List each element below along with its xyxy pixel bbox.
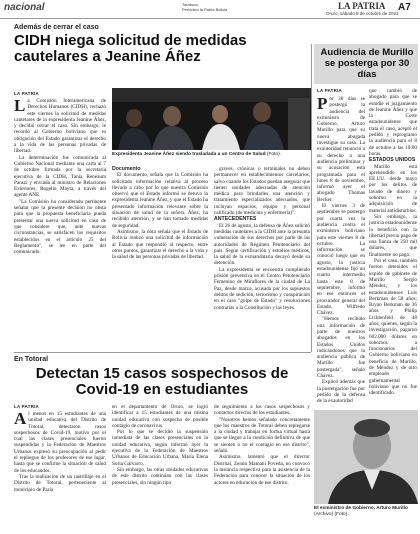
subhead-antecedentes: ANTECEDENTES xyxy=(214,216,257,223)
story2-column-3: de seguimiento a los casos sospechosos y contactos directos de los estudiantes. "Nosotros hemos señalado concretamente que los maestros de Totoral deben replegarse a la ciudad y trabajar en forma virtual hasta que se llegue a la condición definitiva de que se sienten o no el contagio en ese distrito", señaló. Asimismo, lamentó que el director Distrital, Zenón Mamani Poveda, no convocó la instancia respectiva para la asistencia de la Federación para conocer la situación de los actores en educación de ese distrito. xyxy=(214,404,310,486)
sidebar-column-2: que cambió de abogado para que se estudie el juzgamiento de Jeanine Áñez y que la Corte estadounidense que trata el caso, aceptó el pedido y reprogramó la audiencia para el 8 de octubre a las 10:00 horas. ESTADOS UNIDOS Murillo está aprehendido en los EE.UU. desde mayo por los delitos de lavado de dinero y soborno en la adquisición de material antidisturbios. Sin embargo, la justicia estadounidense lo benefició con la libertad previo pago de una fianza de 250 mil dólares, que finalmente no pagó. Por el caso, también fueron detenidos el expide de gabinete de Murillo Sergio Méndez, y los estadounidenses Luis Berkman de 58 años; Bryan Berkman de 36 años y Philip Lichtenfeld de 48 años, quienes, según la investigación, pagaron 602.000 dólares en sobornos a funcionarios del Gobierno boliviano en beneficio de Murillo, de Méndez y de otro empleado gubernamental boliviano que no fue identificado. xyxy=(369,88,417,397)
story1-kicker: Además de cerrar el caso xyxy=(14,24,99,31)
header-tagline: Tarabuco Periódico la Patria Bolivia xyxy=(182,2,228,12)
story2-column-1: Al menos en 15 estudiantes de una unidad educativa del Distrito de Totoral, detectaron casos sospechosos de Covid-19, motivo por el cual las clases presenciales fueron suspendidas y la Federación de Maestros Urbanos expresó su preocupación al pedir el repliegue de los profesores de ese lugar, hasta que se confirme la situación de salud de los educandos. Tras la realización de un rastrillaje en el Distrito de Totoral, perteneciente al municipio de Paria xyxy=(14,409,106,493)
sidebar-byline: LA PATRIA xyxy=(317,88,342,93)
story1-column-3: graves, crónicas o terminales no deben permanecer en establecimientos carcelarios, salvo cuando los Estados puedan asegurar que tienen unidades adecuadas de atención médica para brindarles una atención y tratamiento especializados adecuados, que incluyan espacios, equipo y personal calificado (de medicina y enfermería)". ANTECEDENTES El 26 de agosto, la defensa de Áñez solicitó medidas cautelares a la CIDH ante la presunta vulneración de sus derechos por parte de las autoridades de Régimen Penitenciario del país. Según certificación y estudios médicos, la salud de la exmandataria decayó desde su detención. La expresidenta se encuentra cumpliendo prisión preventiva en el Centro Penitenciario Femenino de Miraflores de la ciudad de La Paz, desde marzo, acusada por los supuestos delitos de sedición, terrorismo y conspiración en el caso "golpe de Estado" y resoluciones contrarias a la Constitución y las leyes. xyxy=(214,166,310,311)
sidebar-photo xyxy=(314,410,418,504)
page-header xyxy=(0,0,420,19)
dropcap: A xyxy=(14,409,27,428)
sidebar-headline-box xyxy=(314,44,418,84)
edition-date: Oruro, sábado 9 de octubre de 2021 xyxy=(326,11,399,16)
column-divider xyxy=(311,44,312,352)
story1-photo xyxy=(112,88,312,150)
story2-byline: LA PATRIA xyxy=(14,404,39,409)
section-label: nacional xyxy=(4,2,45,13)
subhead-documento: Documento xyxy=(112,166,141,172)
story1-column-2: Documento El documento, señala que la Comisión ha solicitado información relativa al proceso llevado a cabo por lo que nuestra Comisión observó que el Estado informó se detuvo la expresidenta Jeanine Áñez, y que el Estado ha presentado información relevante sobre la situación de salud de la señora Áñez, ha recibido atención, y se han tomado medidas de seguridad. Asimismo, la nota señala que el Estado de Bolivia realizó una solicitud de información al Estado que respondió al respecto, entre otros puntos, garantizar el derecho a la vida y la salud de las personas privadas de libertad. xyxy=(112,166,208,261)
story1-photo-caption: Expresidenta Jeanine Áñez siendo trasladada a un Centro de Salud (Foto). xyxy=(112,152,282,157)
page-number: A7 xyxy=(398,2,411,13)
story1-column-1: La Comisión Interamericana de Derechos Humanos (CIDH), rechazó este viernes la solicitud de medidas cautelares de la expresidenta Jeanine Áñez, y decidió cerrar el caso. Sin embargo, le recordó al Gobierno boliviano que es obligación del Estado garantizar el derecho a la vida de las personas privadas de libertad. La determinación fue comunicada al Gobierno Nacional mediante una carta al 7 de octubre firmada por la secretaría ejecutiva de la CIDH, Tania Reneaum Panszi y enviada al ministro de Relaciones Exteriores, Rogelio Mayta, a través del agente ANE. "La Comisión ha considerado pertinente señalar que la presente decisión no obsta para que la propuesta beneficiaria pueda presentar una nueva solicitud en caso de que considere que, ante nuevas circunstancias, se satisfacen los requisitos establecidos en el artículo 25 del Reglamento", se lee en parte del comunicado. xyxy=(14,96,106,256)
sidebar-headline: Audiencia de Murillo se posterga por 30 días xyxy=(320,47,414,80)
photo-image xyxy=(314,410,418,504)
story1-headline: CIDH niega solicitud de medidas cautelares a Jeanine Áñez xyxy=(14,32,247,66)
story-divider xyxy=(14,352,311,353)
sidebar-column-1: Por 30 días se postergó la audiencia del exministro de Gobierno, Arturo Murillo para que su nueva abogada investigue su caso. La exautoridad renunció a su derecho a una audiencia preliminar y su acusación está programada para el lunes 8 de noviembre, informó ayer el abogado Thomas Becker. El viernes 3 de septiembre se postergó por cuarta vez la audiencia contra el exministro boliviano para este viernes 8 de octubre. La información se conoció luego que en agosto, la justicia estadounidense fijó un cuarto intermedio hasta este 8 de septiembre, informó en ese entonces el procurador general del Estado, Wilfredo Chávez. "Hemos recibido una información de parte de nuestros abogados en los Estados Unidos indicándonos que la audiencia pública de Murillo fue postergada", señaló Chávez. Explicó además que la postergación fue por pedido de la defensa de la exautoridad xyxy=(317,94,365,405)
story2-headline: Detectan 15 casos sospechosos de Covid-19 en estudiantes xyxy=(35,365,289,399)
story2-column-2: en el departamento de Oruro, se logró identificar a 15 estudiantes de una misma unidad educativa con sospecha de posible contagio de coronavirus. Por lo que se decidió la suspensión inmediata de las clases presenciales en la unidad educativa, según informó ayer la ejecutiva de la Federación de Maestros Urbanos de Educación Urbana, María Elena Soria Galvarro. Sin embargo, las otras unidades educativas de este distrito continúan con las clases presenciales, sin ningún tipo xyxy=(112,404,208,486)
story2-kicker: En Totoral xyxy=(14,356,49,363)
story1-byline: LA PATRIA xyxy=(14,91,39,96)
sidebar-story xyxy=(314,44,418,522)
dropcap: L xyxy=(14,96,26,115)
subhead-estados-unidos: ESTADOS UNIDOS xyxy=(369,157,416,164)
photo-image xyxy=(112,88,312,150)
sidebar-photo-caption: El exministro de Gobierno, Arturo Murillo (Archivo) (Foto). xyxy=(314,506,408,517)
dropcap: P xyxy=(317,94,328,113)
newspaper-brand: LA PATRIA xyxy=(338,1,386,11)
